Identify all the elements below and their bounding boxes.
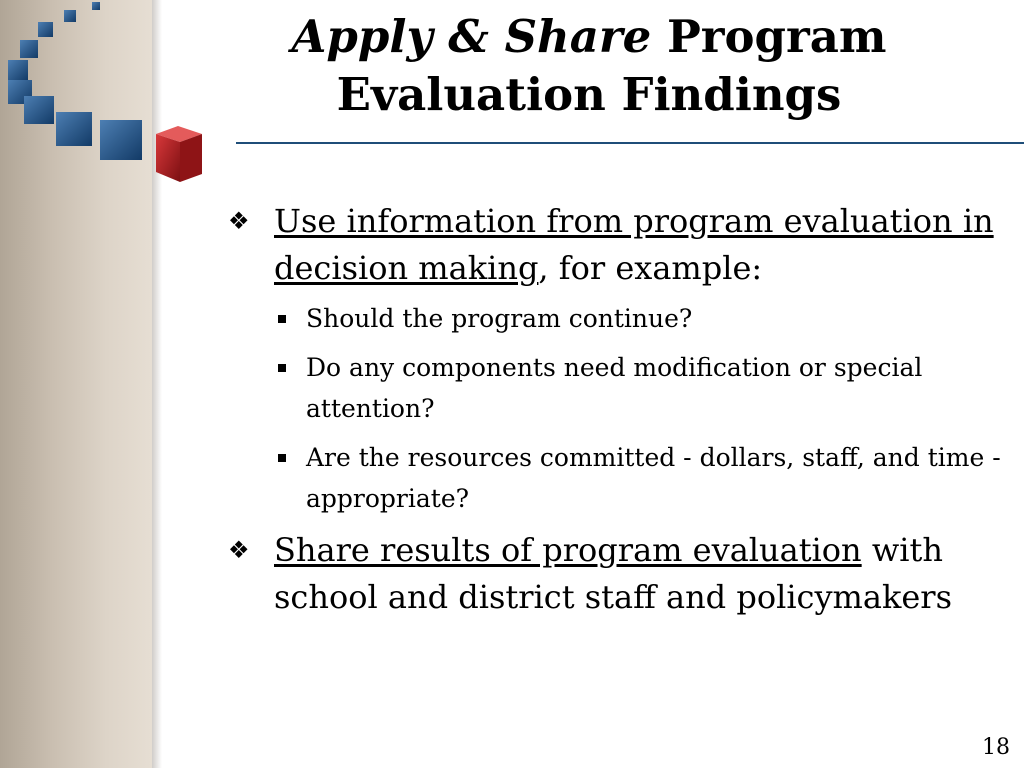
sub-bullet-list (274, 298, 1018, 519)
sub-bullet-item (274, 347, 1018, 429)
diamond-bullet-icon: ❖ (228, 207, 250, 235)
title-line-2: Evaluation Findings (336, 68, 842, 121)
blue-cube (92, 2, 100, 10)
red-cube (156, 126, 202, 182)
sub-bullet-text: Are the resources committed - dollars, staff, and time - appropriate? (306, 443, 1001, 513)
title-bold: Program (666, 10, 887, 63)
bullet-text: , for example: (538, 249, 763, 287)
slide-title (236, 8, 942, 124)
bullet-item (228, 198, 1018, 519)
diamond-bullet-icon: ❖ (228, 536, 250, 564)
blue-cube (20, 40, 38, 58)
blue-cube (100, 120, 142, 160)
bullet-underlined-text: Use information from program evaluation in decision making (274, 202, 994, 287)
square-bullet-icon (278, 364, 286, 372)
bullet-item (228, 527, 1018, 621)
square-bullet-icon (278, 454, 286, 462)
title-line-1 (236, 8, 942, 66)
bullet-underlined-text: Share results of program evaluation (274, 531, 862, 569)
bullet-text: with school and district staff and policymakers (274, 531, 953, 616)
blue-cube (38, 22, 53, 37)
sub-bullet-item (274, 437, 1018, 519)
blue-cube (64, 10, 76, 22)
title-divider (236, 142, 1024, 144)
blue-cube (8, 60, 28, 80)
sub-bullet-text: Do any components need modification or special attention? (306, 353, 923, 423)
slide-content (228, 198, 1018, 629)
square-bullet-icon (278, 315, 286, 323)
title-italic: Apply & Share (291, 10, 652, 63)
blue-cube (24, 96, 54, 124)
cube-arc-logo (0, 0, 220, 200)
sub-bullet-text: Should the program continue? (306, 304, 693, 333)
blue-cube (56, 112, 92, 146)
sub-bullet-item (274, 298, 1018, 339)
page-number: 18 (982, 735, 1010, 760)
